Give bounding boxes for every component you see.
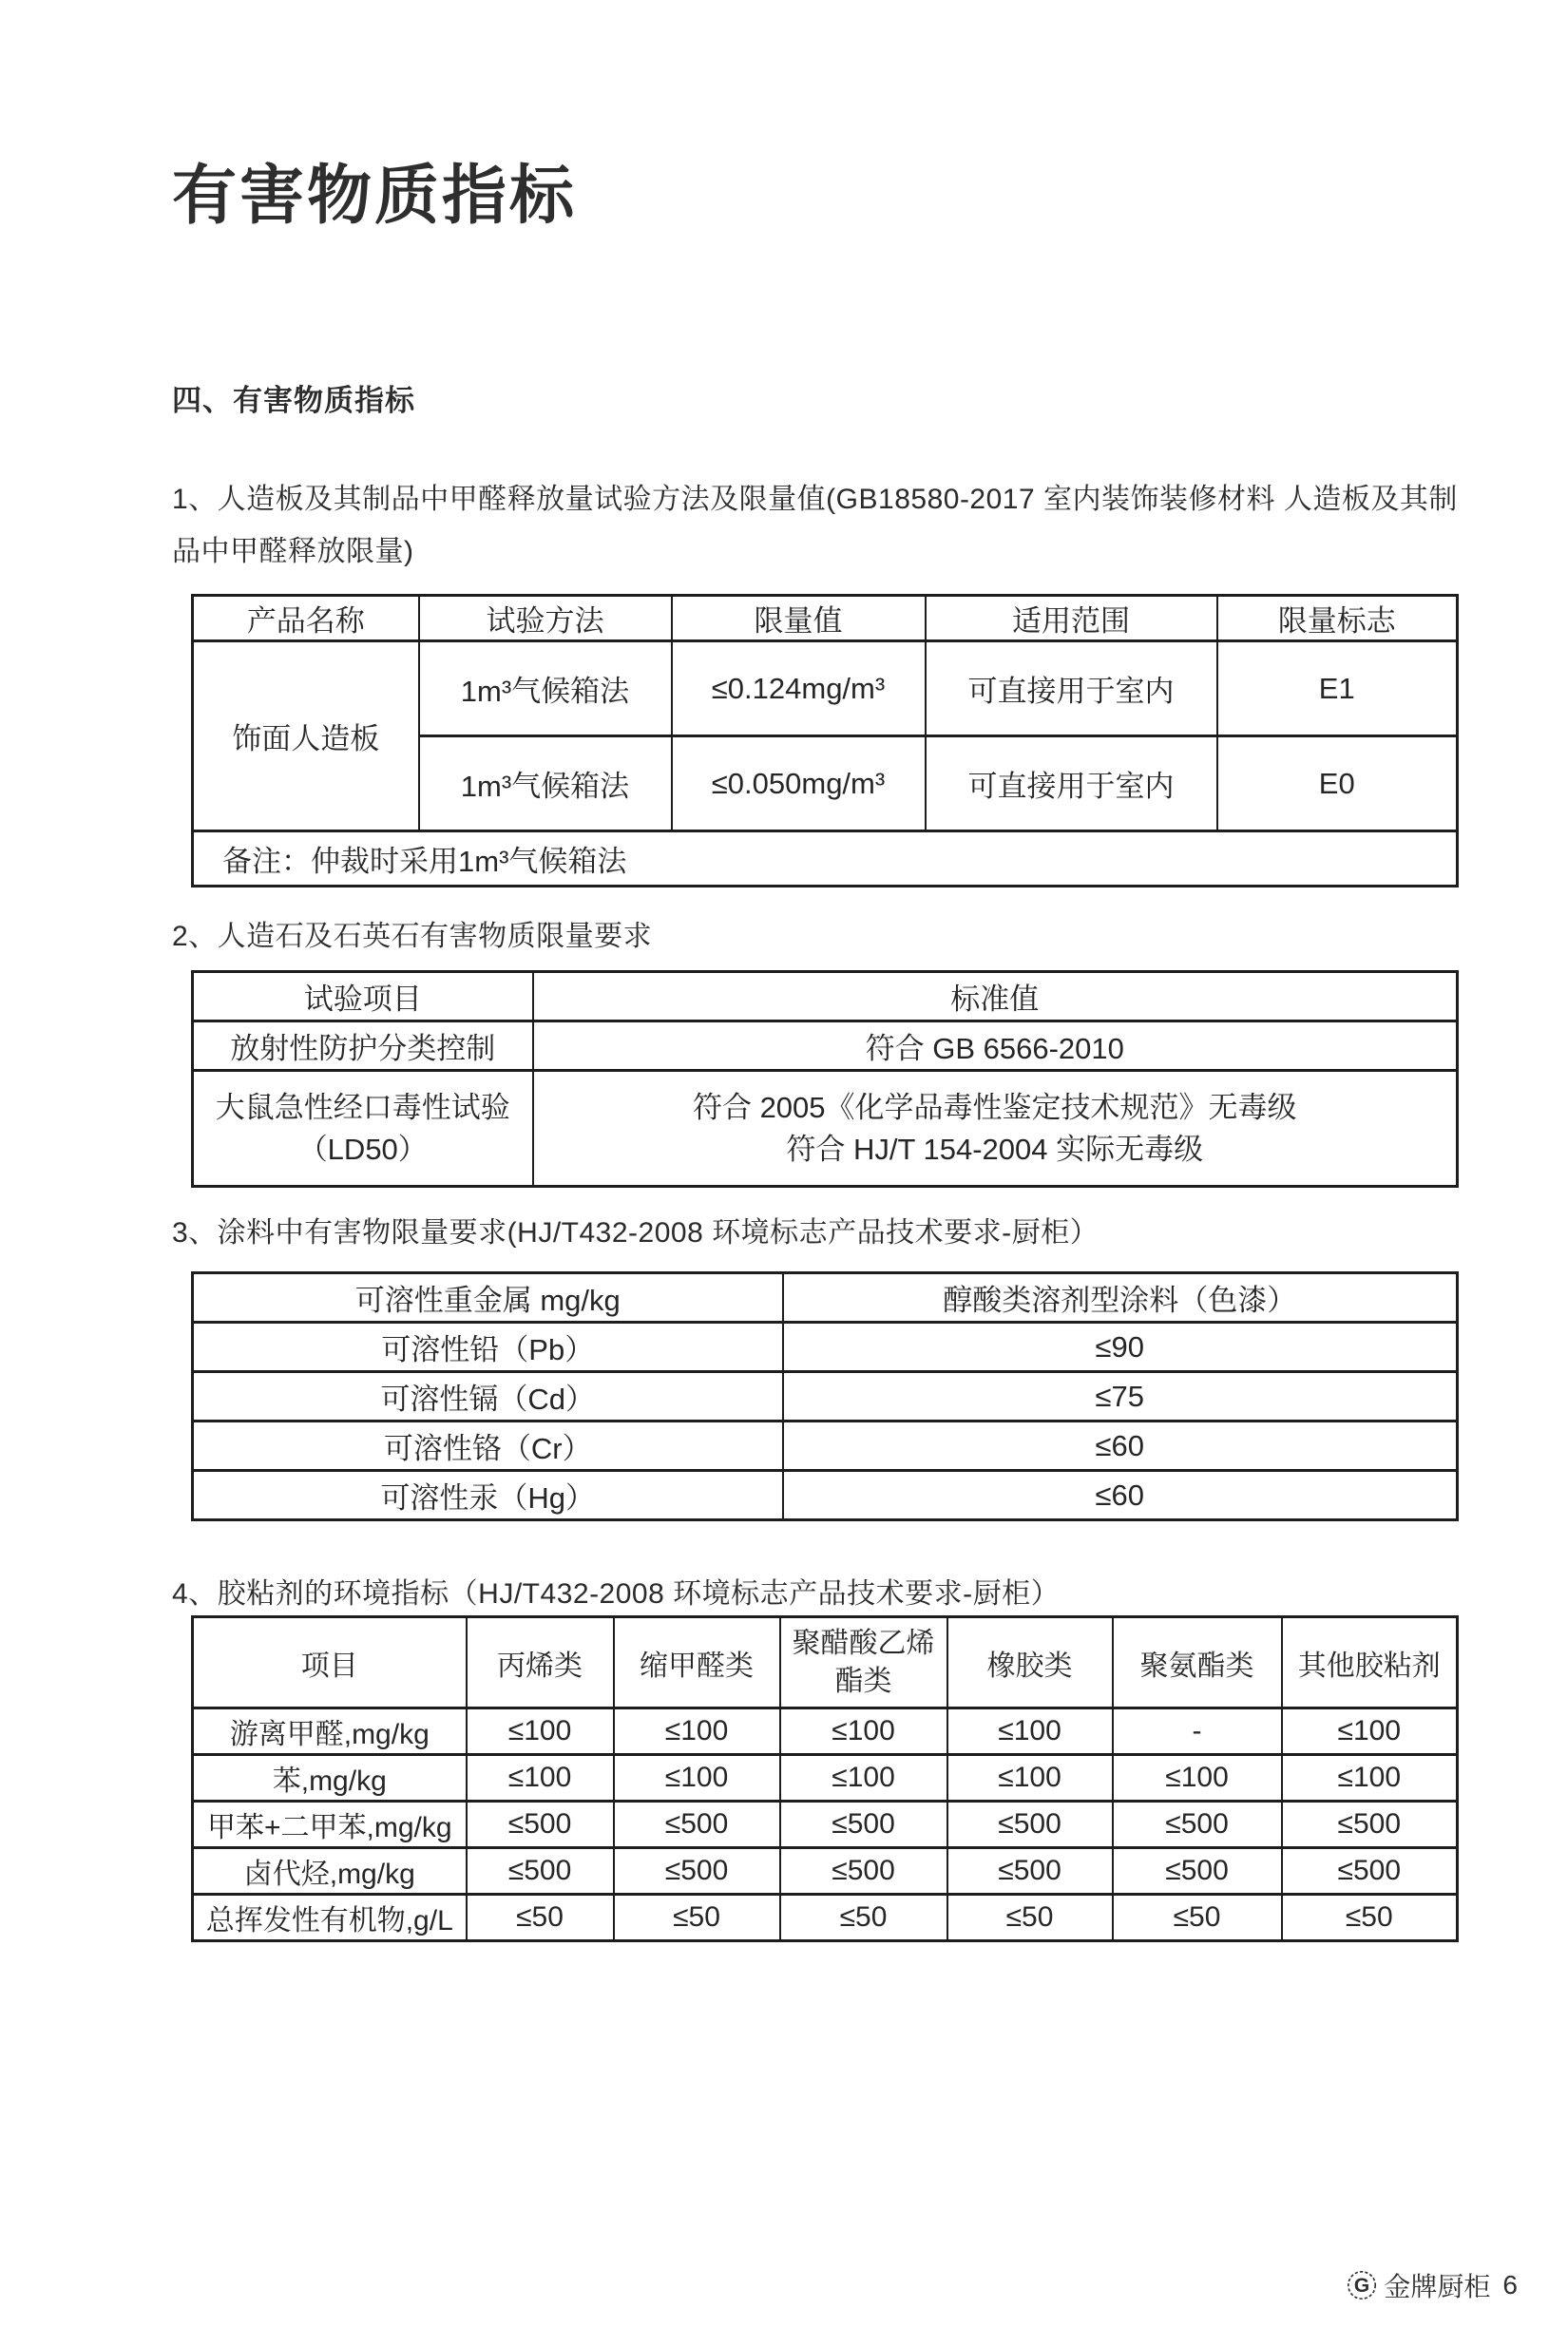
table-row bbox=[193, 1471, 1458, 1520]
value-cell: ≤100 bbox=[1282, 1755, 1458, 1802]
item-cell: 可溶性汞（Hg） bbox=[193, 1471, 783, 1520]
table-row bbox=[193, 1802, 1458, 1848]
col-header-polyurethane: 聚氨酯类 bbox=[1113, 1617, 1282, 1708]
table-row bbox=[193, 1708, 1458, 1755]
section-2-heading: 2、人造石及石英石有害物质限量要求 bbox=[172, 921, 653, 952]
item-cell: 可溶性铬（Cr） bbox=[193, 1422, 783, 1471]
value-cell: ≤60 bbox=[783, 1422, 1458, 1471]
table-row bbox=[193, 1755, 1458, 1802]
value-cell: ≤50 bbox=[1282, 1895, 1458, 1941]
col-header-limit-value: 限量值 bbox=[672, 596, 926, 641]
table-row bbox=[193, 641, 1458, 736]
value-cell bbox=[533, 1071, 1458, 1187]
limit-cell: ≤0.124mg/m³ bbox=[672, 641, 926, 736]
item-line-2: （LD50） bbox=[297, 1132, 428, 1166]
value-cell: ≤500 bbox=[780, 1848, 947, 1895]
col-header-pva bbox=[780, 1617, 947, 1708]
item-cell: 游离甲醛,mg/kg bbox=[193, 1708, 467, 1755]
value-cell: ≤500 bbox=[1282, 1848, 1458, 1895]
item-cell: 可溶性镉（Cd） bbox=[193, 1372, 783, 1422]
value-cell: ≤500 bbox=[947, 1802, 1113, 1848]
col-header-test-method: 试验方法 bbox=[419, 596, 672, 641]
brand-logo-letter: G bbox=[1354, 2275, 1370, 2297]
item-cell bbox=[193, 1071, 533, 1187]
section-1-heading: 1、人造板及其制品中甲醛释放量试验方法及限量值(GB18580-2017 室内装饰装修材料 人造板及其制品中甲醛释放限量) bbox=[172, 484, 1458, 567]
value-cell: ≤500 bbox=[614, 1802, 780, 1848]
value-cell: ≤100 bbox=[1113, 1755, 1282, 1802]
col-header-standard-value: 标准值 bbox=[533, 972, 1458, 1021]
value-cell: ≤100 bbox=[467, 1755, 614, 1802]
item-cell: 甲苯+二甲苯,mg/kg bbox=[193, 1802, 467, 1848]
value-cell: ≤75 bbox=[783, 1372, 1458, 1422]
col-header-formal: 缩甲醛类 bbox=[614, 1617, 780, 1708]
value-cell: ≤100 bbox=[947, 1708, 1113, 1755]
col-header-pva-label: 聚醋酸乙烯酯类 bbox=[792, 1627, 935, 1697]
method-cell: 1m³气候箱法 bbox=[419, 736, 672, 831]
table-row bbox=[193, 1323, 1458, 1372]
value-cell: ≤500 bbox=[1282, 1802, 1458, 1848]
value-cell: ≤50 bbox=[1113, 1895, 1282, 1941]
page-number: 6 bbox=[1502, 2270, 1518, 2299]
table-row bbox=[193, 1422, 1458, 1471]
method-cell: 1m³气候箱法 bbox=[419, 641, 672, 736]
value-cell: ≤500 bbox=[1113, 1848, 1282, 1895]
value-cell: ≤50 bbox=[614, 1895, 780, 1941]
value-cell: ≤60 bbox=[783, 1471, 1458, 1520]
value-cell: ≤100 bbox=[614, 1708, 780, 1755]
value-cell: ≤90 bbox=[783, 1323, 1458, 1372]
value-cell: ≤500 bbox=[467, 1802, 614, 1848]
item-cell: 可溶性铅（Pb） bbox=[193, 1323, 783, 1372]
col-header-alkyd-coating: 醇酸类溶剂型涂料（色漆） bbox=[783, 1273, 1458, 1323]
col-header-product-name: 产品名称 bbox=[193, 596, 419, 641]
value-cell: ≤50 bbox=[947, 1895, 1113, 1941]
table-header-row bbox=[193, 1617, 1458, 1708]
adhesive-env-table bbox=[191, 1615, 1459, 1942]
brand-name: 金牌厨柜 bbox=[1384, 2272, 1491, 2301]
value-cell: 符合 GB 6566-2010 bbox=[533, 1021, 1458, 1071]
value-cell: ≤500 bbox=[467, 1848, 614, 1895]
item-line-1: 大鼠急性经口毒性试验 bbox=[215, 1090, 510, 1124]
table-row bbox=[193, 1021, 1458, 1071]
col-header-soluble-metal: 可溶性重金属 mg/kg bbox=[193, 1273, 783, 1323]
value-cell: ≤50 bbox=[780, 1895, 947, 1941]
value-cell: ≤100 bbox=[467, 1708, 614, 1755]
formaldehyde-limit-table bbox=[191, 594, 1459, 887]
item-cell: 卤代烃,mg/kg bbox=[193, 1848, 467, 1895]
item-cell: 总挥发性有机物,g/L bbox=[193, 1895, 467, 1941]
product-name-cell: 饰面人造板 bbox=[193, 641, 419, 831]
table-header-row bbox=[193, 596, 1458, 641]
value-line-2: 符合 HJ/T 154-2004 实际无毒级 bbox=[786, 1132, 1204, 1166]
brand-logo-icon bbox=[1347, 2270, 1377, 2300]
section-heading-main: 四、有害物质指标 bbox=[172, 384, 415, 417]
scope-cell: 可直接用于室内 bbox=[926, 641, 1217, 736]
col-header-other-adhesive: 其他胶粘剂 bbox=[1282, 1617, 1458, 1708]
item-cell: 苯,mg/kg bbox=[193, 1755, 467, 1802]
col-header-item: 项目 bbox=[193, 1617, 467, 1708]
value-cell: ≤500 bbox=[947, 1848, 1113, 1895]
table-row bbox=[193, 1372, 1458, 1422]
value-line-1: 符合 2005《化学品毒性鉴定技术规范》无毒级 bbox=[692, 1090, 1297, 1124]
value-cell: ≤500 bbox=[780, 1802, 947, 1848]
value-cell: ≤100 bbox=[1282, 1708, 1458, 1755]
value-cell: ≤100 bbox=[947, 1755, 1113, 1802]
col-header-test-item: 试验项目 bbox=[193, 972, 533, 1021]
table-note-row bbox=[193, 831, 1458, 887]
col-header-scope: 适用范围 bbox=[926, 596, 1217, 641]
stone-limit-table bbox=[191, 970, 1459, 1188]
section-4-heading: 4、胶粘剂的环境指标（HJ/T432-2008 环境标志产品技术要求-厨柜） bbox=[172, 1578, 1061, 1610]
table-row bbox=[193, 1071, 1458, 1187]
mark-cell: E0 bbox=[1217, 736, 1458, 831]
table-row bbox=[193, 1895, 1458, 1941]
page-footer bbox=[1347, 2266, 1518, 2304]
value-cell: ≤100 bbox=[614, 1755, 780, 1802]
mark-cell: E1 bbox=[1217, 641, 1458, 736]
value-cell: ≤100 bbox=[780, 1755, 947, 1802]
value-cell: ≤100 bbox=[780, 1708, 947, 1755]
table-header-row bbox=[193, 972, 1458, 1021]
section-3-heading: 3、涂料中有害物限量要求(HJ/T432-2008 环境标志产品技术要求-厨柜） bbox=[172, 1217, 1100, 1249]
item-cell: 放射性防护分类控制 bbox=[193, 1021, 533, 1071]
coating-heavy-metal-table bbox=[191, 1271, 1459, 1521]
value-cell: ≤500 bbox=[614, 1848, 780, 1895]
page-title: 有害物质指标 bbox=[172, 160, 578, 232]
table-note: 备注：仲裁时采用1m³气候箱法 bbox=[193, 831, 1458, 887]
table-header-row bbox=[193, 1273, 1458, 1323]
col-header-limit-mark: 限量标志 bbox=[1217, 596, 1458, 641]
col-header-acrylic: 丙烯类 bbox=[467, 1617, 614, 1708]
limit-cell: ≤0.050mg/m³ bbox=[672, 736, 926, 831]
table-row bbox=[193, 1848, 1458, 1895]
col-header-rubber: 橡胶类 bbox=[947, 1617, 1113, 1708]
scope-cell: 可直接用于室内 bbox=[926, 736, 1217, 831]
value-cell: - bbox=[1113, 1708, 1282, 1755]
value-cell: ≤500 bbox=[1113, 1802, 1282, 1848]
value-cell: ≤50 bbox=[467, 1895, 614, 1941]
